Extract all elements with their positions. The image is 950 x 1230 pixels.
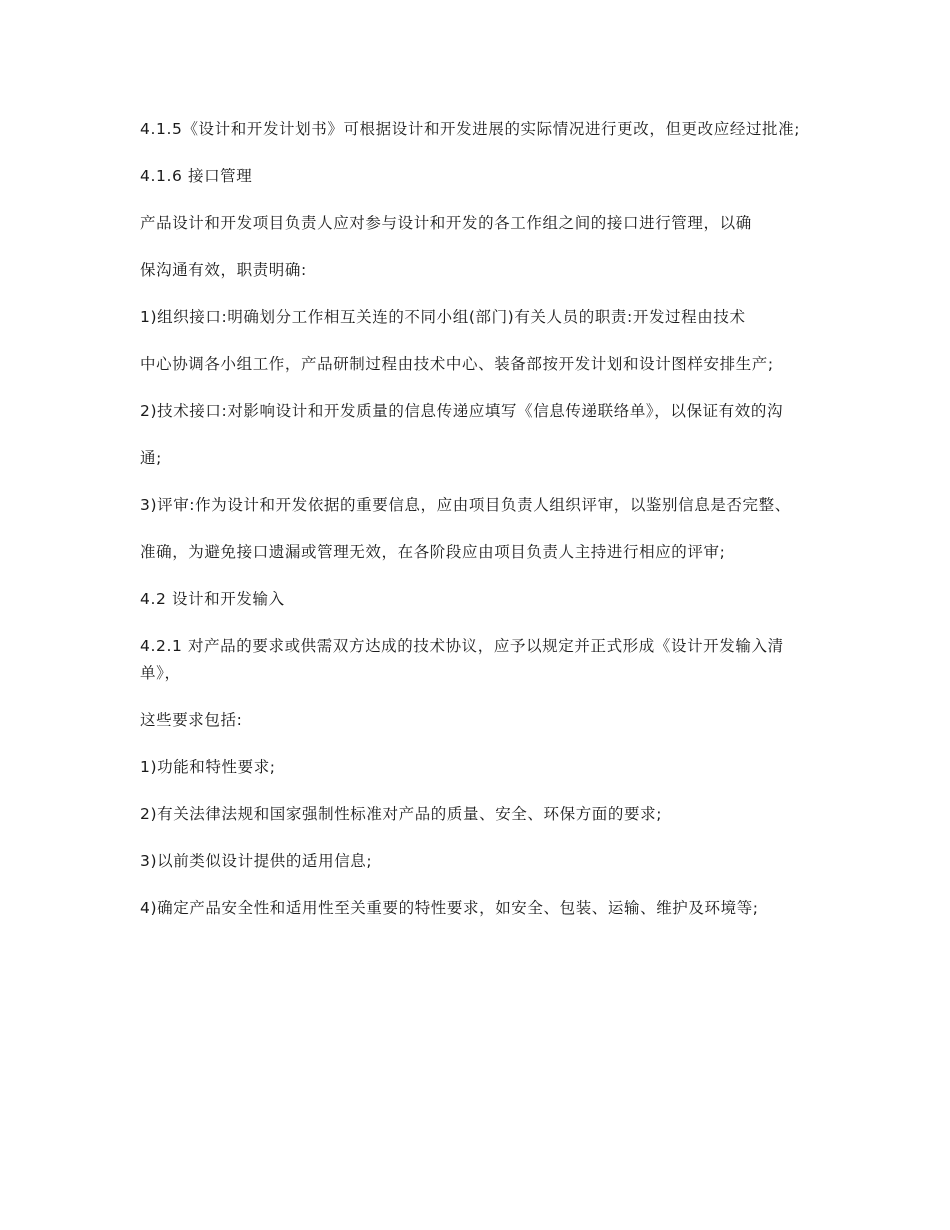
interface-management-text: 产品设计和开发项目负责人应对参与设计和开发的各工作组之间的接口进行管理，以确 bbox=[140, 214, 752, 232]
requirement-item-4: 4)确定产品安全性和适用性至关重要的特性要求，如安全、包装、运输、维护及环境等; bbox=[140, 899, 759, 917]
review-item-cont: 准确，为避免接口遗漏或管理无效，在各阶段应由项目负责人主持进行相应的评审; bbox=[140, 543, 726, 561]
technical-interface-item: 2)技术接口:对影响设计和开发质量的信息传递应填写《信息传递联络单》，以保证有效的沟 bbox=[140, 402, 784, 420]
requirement-item-2: 2)有关法律法规和国家强制性标准对产品的质量、安全、环保方面的要求; bbox=[140, 805, 663, 823]
clause-4-1-5: 4.1.5《设计和开发计划书》可根据设计和开发进展的实际情况进行更改，但更改应经过批准; bbox=[140, 120, 801, 138]
technical-interface-item-cont: 通; bbox=[140, 449, 162, 467]
clause-4-2-1-cont: 这些要求包括: bbox=[140, 711, 243, 729]
clause-4-2-1: 4.2.1 对产品的要求或供需双方达成的技术协议，应予以规定并正式形成《设计开发输入清单》， bbox=[140, 637, 784, 682]
requirement-item-1: 1)功能和特性要求; bbox=[140, 758, 276, 776]
organization-interface-item-cont: 中心协调各小组工作，产品研制过程由技术中心、装备部按开发计划和设计图样安排生产; bbox=[140, 355, 774, 373]
organization-interface-item: 1)组织接口:明确划分工作相互关连的不同小组(部门)有关人员的职责:开发过程由技术 bbox=[140, 308, 746, 326]
heading-4-1-6: 4.1.6 接口管理 bbox=[140, 167, 253, 185]
heading-4-2: 4.2 设计和开发输入 bbox=[140, 590, 285, 608]
interface-management-text-cont: 保沟通有效，职责明确: bbox=[140, 261, 307, 279]
document-page bbox=[140, 116, 812, 942]
review-item: 3)评审:作为设计和开发依据的重要信息，应由项目负责人组织评审，以鉴别信息是否完整、 bbox=[140, 496, 791, 514]
requirement-item-3: 3)以前类似设计提供的适用信息; bbox=[140, 852, 373, 870]
